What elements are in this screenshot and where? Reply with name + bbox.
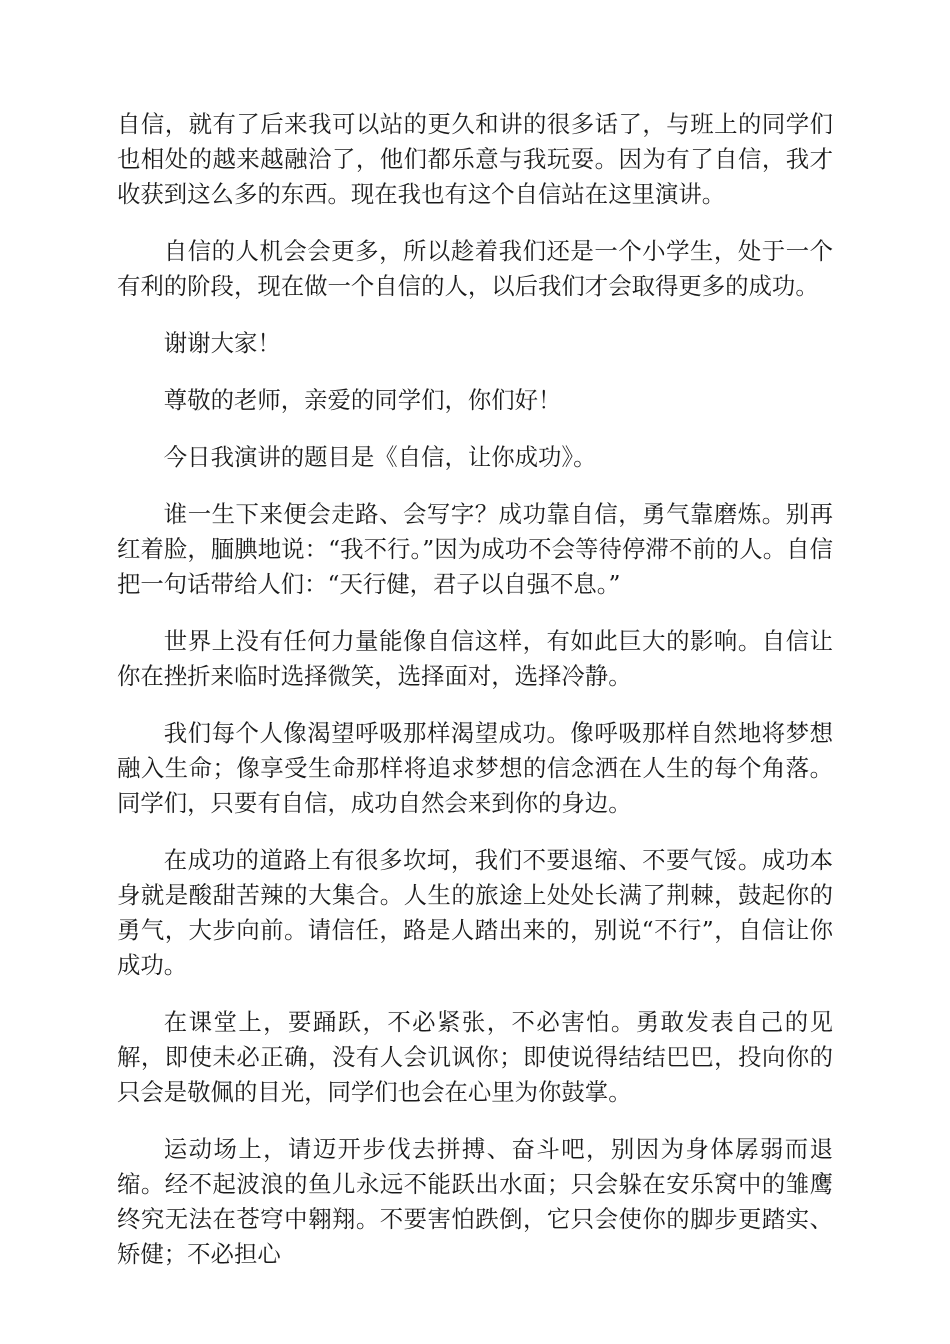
paragraph: 我们每个人像渴望呼吸那样渴望成功。像呼吸那样自然地将梦想融入生命；像享受生命那样将追求梦想的信念洒在人生的每个角落。同学们，只要有自信，成功自然会来到你的身边。 (117, 719, 833, 817)
paragraph: 今日我演讲的题目是《自信，让你成功》。 (163, 443, 597, 471)
paragraph: 在成功的道路上有很多坎坷，我们不要退缩、不要气馁。成功本身就是酸甜苦辣的大集合。人生的旅途上处处长满了荆棘，鼓起你的勇气，大步向前。请信任，路是人踏出来的，别说“不行”，自信让你成功。 (117, 846, 833, 979)
paragraph: 自信的人机会会更多，所以趁着我们还是一个小学生，处于一个有利的阶段，现在做一个自信的人，以后我们才会取得更多的成功。 (117, 237, 833, 300)
paragraph: 尊敬的老师，亲爱的同学们，你们好！ (163, 386, 562, 414)
paragraph: 世界上没有任何力量能像自信这样，有如此巨大的影响。自信让你在挫折来临时选择微笑，选择面对，选择冷静。 (117, 627, 833, 690)
paragraph: 自信，就有了后来我可以站的更久和讲的很多话了，与班上的同学们也相处的越来越融洽了，他们都乐意与我玩耍。因为有了自信，我才收获到这么多的东西。现在我也有这个自信站在这里演讲。 (117, 110, 833, 208)
paragraph: 在课堂上，要踊跃，不必紧张，不必害怕。勇敢发表自己的见解，即使未必正确，没有人会讥讽你；即使说得结结巴巴，投向你的只会是敬佩的目光，同学们也会在心里为你鼓掌。 (117, 1008, 833, 1106)
paragraph: 谢谢大家！ (163, 329, 281, 357)
paragraph: 谁一生下来便会走路、会写字？成功靠自信，勇气靠磨炼。别再红着脸，腼腆地说：“我不行。”因为成功不会等待停滞不前的人。自信把一句话带给人们：“天行健，君子以自强不息。” (117, 500, 833, 598)
paragraph: 运动场上，请迈开步伐去拼搏、奋斗吧，别因为身体孱弱而退缩。经不起波浪的鱼儿永远不能跃出水面；只会躲在安乐窝中的雏鹰终究无法在苍穹中翱翔。不要害怕跌倒，它只会使你的脚步更踏实、矫健；不必担心 (117, 1135, 833, 1268)
document-body (117, 107, 833, 1294)
